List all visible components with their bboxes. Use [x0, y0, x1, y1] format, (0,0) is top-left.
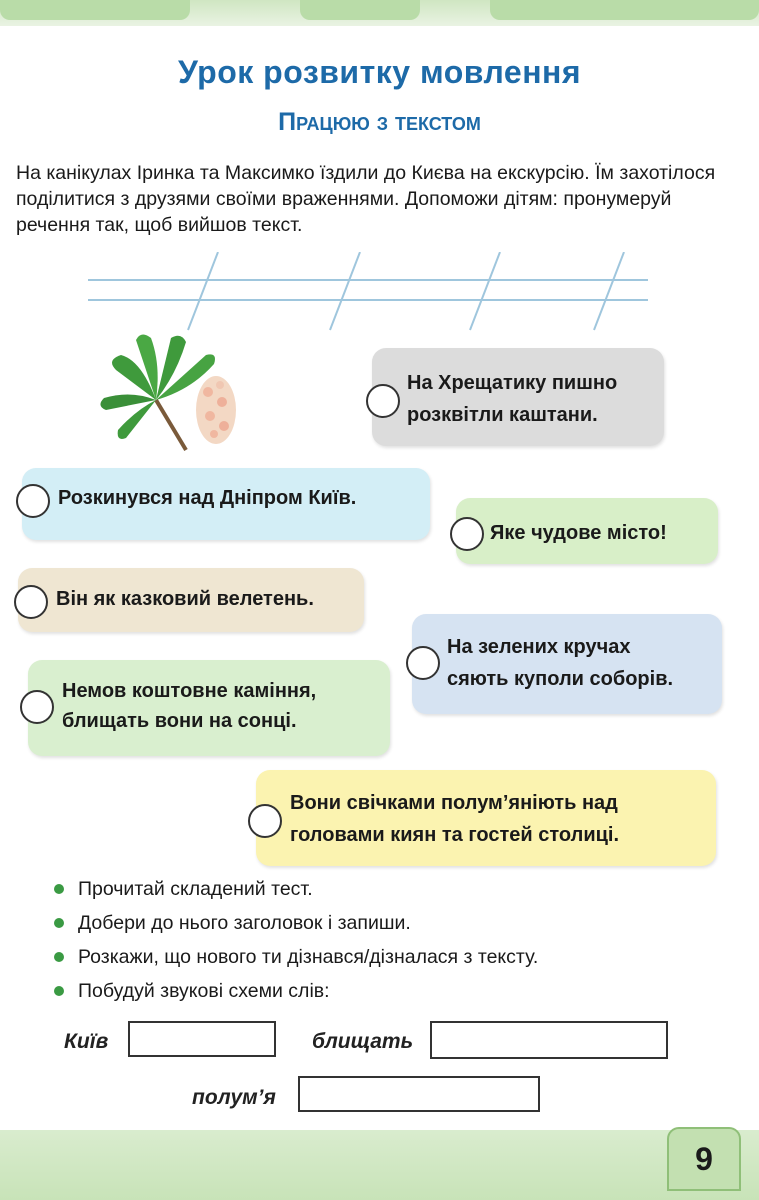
word-blyshchat: блищать	[312, 1030, 414, 1053]
sentence-2-line-1: Розкинувся над Дніпром Київ.	[58, 487, 357, 509]
bottom-band	[0, 1130, 759, 1200]
sentence-1-line-2: розквітли каштани.	[407, 404, 598, 426]
sentence-6-line-2: блищать вони на сонці.	[62, 710, 297, 732]
top-tab	[300, 0, 420, 20]
sentence-strip-7	[256, 770, 716, 866]
page-number: 9	[667, 1127, 741, 1191]
bullet-icon	[54, 918, 64, 928]
chestnut-branch-icon	[96, 330, 256, 460]
number-circle-5[interactable]	[406, 646, 440, 680]
word-polumia: полум’я	[192, 1086, 276, 1109]
sentence-7-line-2: головами киян та гостей столиці.	[290, 824, 620, 846]
number-circle-6[interactable]	[20, 690, 54, 724]
sentence-4-line-1: Він як казковий велетень.	[56, 588, 314, 610]
lesson-subtitle: Працюю з текстом	[278, 108, 481, 136]
sound-scheme-box-kyiv[interactable]	[128, 1021, 276, 1057]
sound-scheme-box-blyshchat[interactable]	[430, 1021, 668, 1059]
sentence-6-line-1: Немов коштовне каміння,	[62, 680, 317, 702]
word-kyiv: Київ	[64, 1030, 109, 1053]
lesson-title: Урок розвитку мовлення	[177, 54, 582, 90]
task-item: Розкажи, що нового ти дізнався/дізналася з тексту.	[52, 940, 538, 974]
sound-scheme-box-polumia[interactable]	[298, 1076, 540, 1112]
intro-text: На канікулах Іринка та Максимко їздили до Києва на екскурсію. Їм захотілося поділитися з друзями своїми враженнями. Допоможи дітям: пронумеруй речення так, щоб вийшов текст.	[16, 162, 716, 236]
task-list	[52, 872, 538, 1008]
bullet-icon	[54, 884, 64, 894]
sentence-3-line-1: Яке чудове місто!	[490, 522, 667, 544]
sentence-7-line-1: Вони свічками полум’яніють над	[290, 792, 618, 814]
bullet-icon	[54, 986, 64, 996]
bullet-icon	[54, 952, 64, 962]
top-tab	[490, 0, 759, 20]
top-tab	[0, 0, 190, 20]
number-circle-7[interactable]	[248, 804, 282, 838]
number-circle-3[interactable]	[450, 517, 484, 551]
task-item: Добери до нього заголовок і запиши.	[52, 906, 538, 940]
task-item: Прочитай складений тест.	[52, 872, 538, 906]
number-circle-1[interactable]	[366, 384, 400, 418]
task-item: Побудуй звукові схеми слів:	[52, 974, 538, 1008]
writing-lines[interactable]	[88, 252, 648, 332]
sentence-1-line-1: На Хрещатику пишно	[407, 372, 618, 394]
number-circle-4[interactable]	[14, 585, 48, 619]
sentence-5-line-2: сяють куполи соборів.	[447, 668, 674, 690]
number-circle-2[interactable]	[16, 484, 50, 518]
top-band	[0, 0, 759, 26]
sentence-5-line-1: На зелених кручах	[447, 636, 631, 658]
